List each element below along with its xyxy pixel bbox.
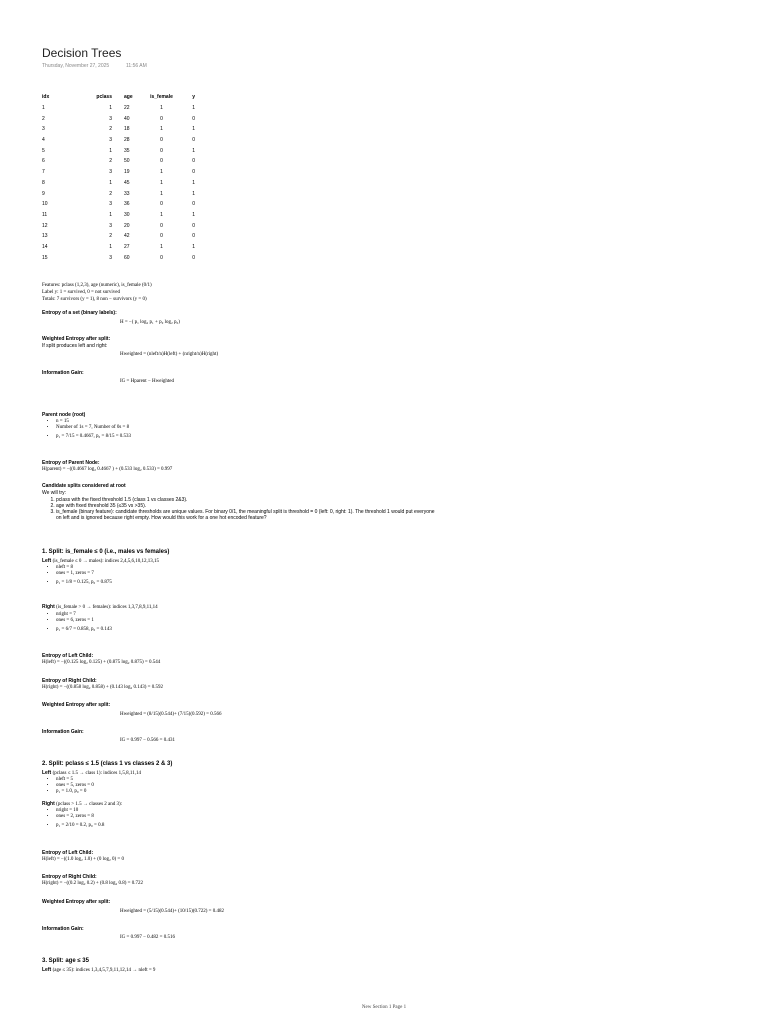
- table-cell: 14: [42, 243, 48, 250]
- table-cell: 1: [109, 147, 112, 154]
- table-cell: 1: [160, 190, 163, 197]
- split1-right-label: Right: [42, 604, 55, 610]
- table-cell: 1: [160, 126, 163, 133]
- table-row: [42, 103, 195, 114]
- list-item: • ones = 5, zeros = 0: [56, 783, 94, 789]
- table-cell: 2: [109, 158, 112, 165]
- parent-entropy-formula: H(parent) = −((0.4667 log₂ 0.4667 ) + (0.533 log₂ 0.533) = 0.997: [42, 467, 173, 472]
- table-cell: 3: [109, 137, 112, 144]
- table-cell: 7: [42, 169, 45, 176]
- label-line: Label y: 1 = survived, 0 = not survived: [42, 290, 120, 295]
- table-cell: 3: [109, 222, 112, 229]
- list-item: • nright = 10: [56, 808, 104, 814]
- totals-line: Totals: 7 survivors (y = 1), 8 non − survivors (y = 0): [42, 297, 147, 302]
- column-header-pclass: pclass: [96, 94, 112, 101]
- split2-right-label: Right: [42, 801, 55, 807]
- table-cell: 11: [42, 211, 48, 218]
- table-cell: 1: [42, 105, 45, 112]
- split2-left-text: (pclass ≤ 1.5 → class 1): indices 1,5,8,11,14: [52, 771, 141, 776]
- list-item: • ones = 1, zeros = 7: [56, 571, 112, 577]
- weighted-heading: Weighted Entropy after split:: [42, 336, 111, 342]
- table-cell: 0: [160, 137, 163, 144]
- table-cell: 18: [124, 126, 130, 133]
- table-row: [42, 220, 195, 231]
- table-cell: 0: [160, 254, 163, 261]
- split2-right-line: [42, 801, 122, 808]
- table-cell: 60: [124, 254, 130, 261]
- table-row: [42, 145, 195, 156]
- split1-right-bullets: [42, 612, 112, 633]
- table-row: [42, 231, 195, 242]
- split1-weighted-heading: Weighted Entropy after split:: [42, 702, 111, 708]
- split1-lc-heading: Entropy of Left Child:: [42, 653, 94, 659]
- table-cell: 0: [192, 158, 195, 165]
- table-cell: 1: [109, 211, 112, 218]
- table-cell: 8: [42, 179, 45, 186]
- table-cell: 4: [42, 137, 45, 144]
- list-item: • n = 15: [56, 419, 131, 425]
- table-cell: 1: [160, 211, 163, 218]
- table-cell: 50: [124, 158, 130, 165]
- list-item: • p₁ = 6/7 = 0.858, p₀ = 0.143: [56, 627, 112, 633]
- split1-left-text: (is_female ≤ 0 → males): indices 2,4,5,6,10,12,13,15: [52, 559, 160, 564]
- table-cell: 1: [192, 211, 195, 218]
- table-row: [42, 199, 195, 210]
- table-cell: 1: [160, 179, 163, 186]
- list-item: • nright = 7: [56, 612, 112, 618]
- candidates-list: [42, 497, 436, 521]
- table-cell: 0: [192, 222, 195, 229]
- table-row: [42, 188, 195, 199]
- table-cell: 1: [109, 105, 112, 112]
- list-item: 1. pclass with the fixed threshold 1.5 (class 1 vs classes 2&3).: [56, 497, 436, 503]
- entropy-formula: H = −( p₁ log₂ p₁ + p₀ log₂ p₀): [120, 320, 180, 325]
- table-cell: 1: [192, 126, 195, 133]
- table-row: [42, 242, 195, 253]
- page-date: Thursday, November 27, 2025: [42, 63, 110, 69]
- split3-left-text: (age ≤ 35): indices 1,3,4,5,7,9,11,12,14 → nleft = 9: [52, 968, 156, 973]
- table-cell: 13: [42, 233, 48, 240]
- list-item: • Number of 1s = 7, Number of 0s = 8: [56, 425, 131, 431]
- table-cell: 1: [160, 169, 163, 176]
- list-item: • p₁ = 2/10 = 0.2, p₀ = 0.8: [56, 823, 104, 829]
- table-cell: 2: [109, 190, 112, 197]
- table-cell: 9: [42, 190, 45, 197]
- split2-right-text: (pclass > 1.5 → classes 2 and 3):: [56, 802, 123, 807]
- split1-rc-formula: H(right) = −((0.858 log₂ 0.858) + (0.143 log₂ 0.143) = 0.592: [42, 685, 164, 690]
- list-item: • ones = 2, zeros = 8: [56, 814, 104, 820]
- list-item: 3. is_female (binary feature): candidate thresholds are unique values. For binary 0/1, the meaningful split is threshold = 0 (left: 0, right: 1). The threshold 1 would put everyone on left and is ignored because right empty. How would this work for a one hot encoded feature?: [56, 509, 436, 521]
- split2-lc-formula: H(left) = −((1.0 log₂ 1.0) + (0 log₂ 0) = 0: [42, 857, 124, 862]
- table-cell: 35: [124, 147, 130, 154]
- table-row: [42, 135, 195, 146]
- split1-right-text: (is_female > 0 → females): indices 1,3,7,8,9,11,14: [56, 605, 158, 610]
- table-row: [42, 113, 195, 124]
- split2-weighted-formula: Hweighted = (5/15)(0.544)+ (10/15)(0.722) = 0.482: [120, 909, 224, 914]
- table-row: [42, 252, 195, 263]
- list-item: • nleft = 5: [56, 777, 94, 783]
- weighted-formula: Hweighted = (nleft/n)H(left) + (nright/n)H(right): [120, 352, 219, 357]
- split1-weighted-formula: Hweighted = (8/15)(0.544)+ (7/15)(0.592) = 0.566: [120, 712, 222, 717]
- table-cell: 0: [160, 147, 163, 154]
- table-cell: 28: [124, 137, 130, 144]
- table-cell: 0: [192, 254, 195, 261]
- table-cell: 0: [160, 233, 163, 240]
- split2-ig-heading: Information Gain:: [42, 926, 84, 932]
- split2-left-label: Left: [42, 770, 52, 776]
- split2-right-bullets: [42, 808, 104, 829]
- list-item: • p₁ = 1/8 = 0.125, p₀ = 0.875: [56, 580, 112, 586]
- page-time: 11:56 AM: [126, 63, 147, 69]
- parent-entropy-heading: Entropy of Parent Node:: [42, 460, 100, 466]
- table-cell: 15: [42, 254, 48, 261]
- page-footer: New Section 1 Page 1: [361, 1005, 407, 1010]
- ig-formula: IG = Hparent − Hweighted: [120, 379, 174, 384]
- split2-heading: 2. Split: pclass ≤ 1.5 (class 1 vs classes 2 & 3): [42, 761, 173, 767]
- column-header-y: y: [192, 94, 195, 101]
- table-row: [42, 156, 195, 167]
- split2-left-bullets: [42, 777, 94, 795]
- table-cell: 30: [124, 211, 130, 218]
- list-item: • p₁ = 1.0, p₀ = 0: [56, 789, 94, 795]
- table-cell: 10: [42, 201, 48, 208]
- split1-ig-heading: Information Gain:: [42, 729, 84, 735]
- table-row: [42, 210, 195, 221]
- table-row: [42, 124, 195, 135]
- weighted-subheading: If split produces left and right:: [42, 343, 108, 349]
- split1-heading: 1. Split: is_female ≤ 0 (i.e., males vs females): [42, 549, 170, 555]
- table-cell: 2: [42, 115, 45, 122]
- table-cell: 42: [124, 233, 130, 240]
- table-cell: 1: [192, 179, 195, 186]
- list-item: 2. age with fixed threshold 35 (≤35 vs >35).: [56, 503, 436, 509]
- table-cell: 33: [124, 190, 130, 197]
- split3-left-label: Left: [42, 967, 52, 973]
- table-cell: 45: [124, 179, 130, 186]
- table-cell: 1: [109, 243, 112, 250]
- list-item: • ones = 6, zeros = 1: [56, 618, 112, 624]
- table-cell: 22: [124, 105, 130, 112]
- split2-lc-heading: Entropy of Left Child:: [42, 850, 94, 856]
- split2-rc-formula: H(right) = −((0.2 log₂ 0.2) + (0.8 log₂ 0.8) = 0.722: [42, 881, 144, 886]
- candidates-heading: Candidate splits considered at root: [42, 483, 126, 489]
- table-header-row: [42, 92, 195, 103]
- table-cell: 6: [42, 158, 45, 165]
- page-title: Decision Trees: [42, 46, 122, 60]
- split1-left-bullets: [42, 565, 112, 586]
- parent-bullets: [42, 419, 131, 440]
- table-cell: 3: [109, 201, 112, 208]
- table-cell: 1: [160, 105, 163, 112]
- table-cell: 1: [192, 147, 195, 154]
- table-row: [42, 178, 195, 189]
- split3-left-line: [42, 967, 155, 974]
- table-cell: 3: [42, 126, 45, 133]
- features-line: Features: pclass (1,2,3), age (numeric), is_female (0/1): [42, 283, 152, 288]
- table-cell: 0: [192, 169, 195, 176]
- split1-ig-formula: IG = 0.997 − 0.566 = 0.431: [120, 738, 175, 743]
- list-item: • nleft = 8: [56, 565, 112, 571]
- column-header-age: age: [124, 94, 133, 101]
- split1-rc-heading: Entropy of Right Child:: [42, 678, 97, 684]
- table-cell: 2: [109, 126, 112, 133]
- table-cell: 0: [160, 222, 163, 229]
- table-cell: 0: [192, 137, 195, 144]
- column-header-is-female: is_female: [150, 94, 173, 101]
- table-cell: 1: [109, 179, 112, 186]
- table-cell: 0: [160, 115, 163, 122]
- split3-heading: 3. Split: age ≤ 35: [42, 958, 89, 964]
- table-cell: 19: [124, 169, 130, 176]
- split2-left-line: [42, 770, 141, 777]
- table-cell: 1: [160, 243, 163, 250]
- parent-heading: Parent node (root): [42, 412, 86, 418]
- table-cell: 0: [192, 201, 195, 208]
- table-cell: 3: [109, 169, 112, 176]
- column-header-idx: idx: [42, 94, 50, 101]
- table-cell: 0: [160, 201, 163, 208]
- split1-right-line: [42, 604, 158, 611]
- table-cell: 5: [42, 147, 45, 154]
- split1-left-line: [42, 558, 159, 565]
- split2-weighted-heading: Weighted Entropy after split:: [42, 899, 111, 905]
- split2-rc-heading: Entropy of Right Child:: [42, 874, 97, 880]
- table-cell: 20: [124, 222, 130, 229]
- table-cell: 12: [42, 222, 48, 229]
- table-cell: 0: [192, 115, 195, 122]
- table-cell: 1: [192, 190, 195, 197]
- table-cell: 40: [124, 115, 130, 122]
- dataset-table: [42, 92, 195, 263]
- table-cell: 1: [192, 243, 195, 250]
- table-cell: 1: [192, 105, 195, 112]
- candidates-intro: We will try:: [42, 490, 67, 496]
- ig-heading: Information Gain:: [42, 370, 84, 376]
- table-cell: 0: [192, 233, 195, 240]
- list-item: • p₁ = 7/15 = 0.4667, p₀ = 8/15 = 0.533: [56, 434, 131, 440]
- table-cell: 2: [109, 233, 112, 240]
- split1-left-label: Left: [42, 558, 52, 564]
- split1-lc-formula: H(left) = −((0.125 log₂ 0.125) + (0.875 log₂ 0.875) = 0.544: [42, 660, 161, 665]
- split2-ig-formula: IG = 0.997 − 0.482 = 0.516: [120, 935, 175, 940]
- table-cell: 0: [160, 158, 163, 165]
- table-row: [42, 167, 195, 178]
- table-cell: 36: [124, 201, 130, 208]
- entropy-heading: Entropy of a set (binary labels):: [42, 310, 117, 316]
- table-cell: 3: [109, 254, 112, 261]
- table-cell: 3: [109, 115, 112, 122]
- table-cell: 27: [124, 243, 130, 250]
